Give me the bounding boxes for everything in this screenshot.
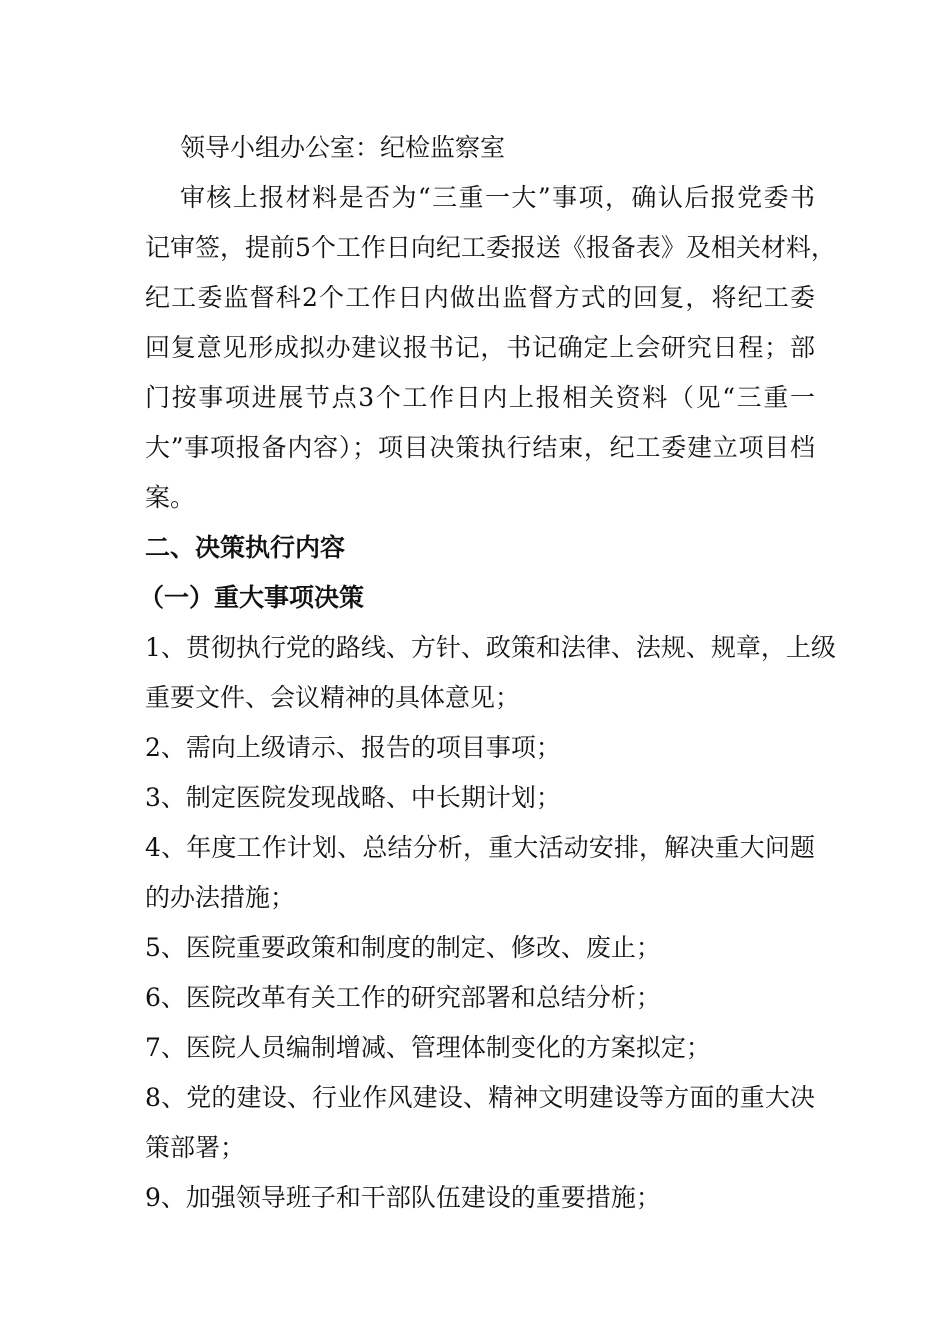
list-item: 7、医院人员编制增减、管理体制变化的方案拟定；	[145, 1033, 711, 1062]
procedure-line: 纪工委监督科2个工作日内做出监督方式的回复，将纪工委	[145, 283, 815, 312]
procedure-line: 回复意见形成拟办建议报书记，书记确定上会研究日程；部	[145, 333, 815, 362]
procedure-line: 记审签，提前5个工作日向纪工委报送《报备表》及相关材料，	[145, 233, 836, 262]
document-body	[139, 123, 836, 1223]
procedure-line: 门按事项进展节点3个工作日内上报相关资料（见“三重一	[145, 383, 815, 412]
list-item: 6、医院改革有关工作的研究部署和总结分析；	[145, 983, 661, 1012]
list-item: 1、贯彻执行党的路线、方针、政策和法律、法规、规章，上级	[145, 633, 836, 662]
list-item: 3、制定医院发现战略、中长期计划；	[145, 783, 561, 812]
list-item: 2、需向上级请示、报告的项目事项；	[145, 733, 561, 762]
list-item: 4、年度工作计划、总结分析，重大活动安排，解决重大问题	[145, 833, 815, 862]
list-item-continuation: 重要文件、会议精神的具体意见；	[145, 683, 521, 712]
section-heading: 二、决策执行内容	[145, 533, 346, 562]
list-item: 5、医院重要政策和制度的制定、修改、废止；	[145, 933, 661, 962]
office-line: 领导小组办公室：纪检监察室	[180, 133, 506, 162]
list-item-continuation: 的办法措施；	[145, 883, 296, 912]
subsection-heading: （一）重大事项决策	[139, 583, 365, 612]
procedure-line: 大”事项报备内容）；项目决策执行结束，纪工委建立项目档	[145, 433, 815, 462]
procedure-line: 审核上报材料是否为“三重一大”事项，确认后报党委书	[180, 183, 815, 212]
list-item: 9、加强领导班子和干部队伍建设的重要措施；	[145, 1183, 661, 1212]
procedure-line: 案。	[145, 483, 196, 512]
list-item: 8、党的建设、行业作风建设、精神文明建设等方面的重大决	[145, 1083, 815, 1112]
list-item-continuation: 策部署；	[145, 1133, 246, 1162]
